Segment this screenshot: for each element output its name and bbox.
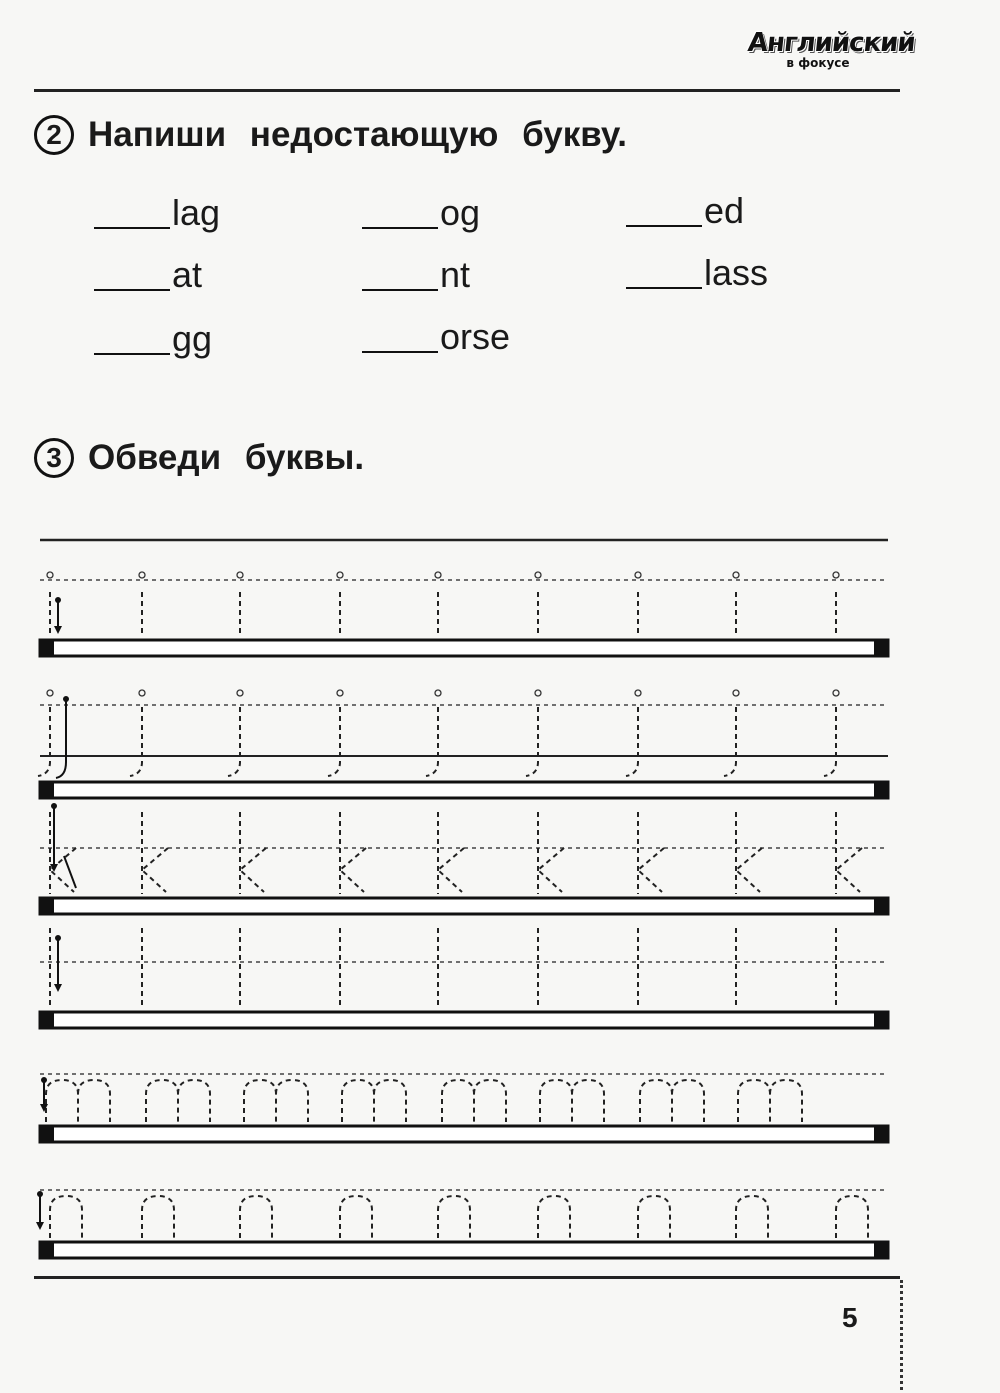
letter-k-arm	[240, 848, 266, 892]
letter-j-dot	[733, 690, 739, 696]
letter-n-stroke	[340, 1196, 372, 1238]
letter-k-arm	[340, 848, 366, 892]
letter-n-stroke	[142, 1196, 174, 1238]
letter-n-stroke	[836, 1196, 868, 1238]
letter-i-dot	[535, 572, 541, 578]
baseline-bar	[40, 898, 888, 914]
letter-m-stroke	[146, 1080, 210, 1122]
letter-k-arm	[638, 848, 664, 892]
letter-n-stroke	[736, 1196, 768, 1238]
letter-j-stroke	[426, 707, 438, 776]
baseline-end-square	[874, 1126, 888, 1142]
logo-subtitle: в фокусе	[786, 56, 850, 70]
letter-n-stroke	[438, 1196, 470, 1238]
letter-j-dot	[635, 690, 641, 696]
stroke-direction-arrow	[56, 699, 66, 778]
letter-j-stroke	[328, 707, 340, 776]
letter-i-dot	[47, 572, 53, 578]
letter-j-stroke	[724, 707, 736, 776]
letter-k-arm	[438, 848, 464, 892]
baseline-end-square	[874, 1242, 888, 1258]
stroke-direction-arrow-head	[36, 1222, 44, 1230]
stroke-direction-arrow-head	[54, 626, 62, 634]
word-suffix: nt	[440, 254, 471, 295]
letter-j-dot	[535, 690, 541, 696]
word-suffix: lass	[704, 252, 769, 293]
baseline-end-square	[874, 898, 888, 914]
letter-j-dot	[237, 690, 243, 696]
word-suffix: at	[172, 254, 203, 295]
exercise-3-number: 3	[34, 438, 74, 478]
letter-j-stroke	[824, 707, 836, 776]
letter-m-stroke	[738, 1080, 802, 1122]
word-suffix: gg	[172, 318, 213, 359]
stroke-direction-arrow-start-dot	[55, 935, 61, 941]
exercise-2-title: Напиши недостающую букву.	[88, 115, 628, 154]
letter-j-dot	[833, 690, 839, 696]
baseline-bar	[40, 1126, 888, 1142]
word-suffix: lag	[172, 192, 221, 233]
stroke-direction-arrow-head	[54, 984, 62, 992]
letter-i-dot	[833, 572, 839, 578]
letter-i-dot	[237, 572, 243, 578]
letter-i-dot	[635, 572, 641, 578]
baseline-start-square	[40, 898, 54, 914]
stroke-direction-arrow-start-dot	[51, 803, 57, 809]
baseline-start-square	[40, 1126, 54, 1142]
letter-j-stroke	[526, 707, 538, 776]
letter-j-dot	[337, 690, 343, 696]
bottom-rule	[34, 1276, 900, 1279]
letter-j-dot	[435, 690, 441, 696]
letter-j-stroke	[626, 707, 638, 776]
letter-m-stroke	[640, 1080, 704, 1122]
letter-j-stroke	[228, 707, 240, 776]
letter-j-stroke	[38, 707, 50, 776]
baseline-end-square	[874, 1012, 888, 1028]
letter-j-dot	[139, 690, 145, 696]
baseline-end-square	[874, 782, 888, 798]
word-suffix: og	[440, 192, 481, 233]
stroke-direction-arrow-start-dot	[41, 1077, 47, 1083]
letter-j-stroke	[130, 707, 142, 776]
baseline-end-square	[874, 640, 888, 656]
letter-i-dot	[435, 572, 441, 578]
letter-k-arm	[142, 848, 168, 892]
letter-m-stroke	[540, 1080, 604, 1122]
letter-k-arm	[836, 848, 862, 892]
letter-m-stroke	[46, 1080, 110, 1122]
letter-n-stroke	[638, 1196, 670, 1238]
exercise-3-title: Обведи буквы.	[88, 438, 365, 477]
baseline-bar	[40, 782, 888, 798]
baseline-start-square	[40, 1242, 54, 1258]
letter-n-stroke	[240, 1196, 272, 1238]
letter-i-dot	[733, 572, 739, 578]
letter-k-arm	[538, 848, 564, 892]
letter-m-stroke	[442, 1080, 506, 1122]
stroke-direction-arrow-start-dot	[37, 1191, 43, 1197]
baseline-start-square	[40, 1012, 54, 1028]
logo-title: Английский	[746, 28, 917, 58]
letter-k-arm	[736, 848, 762, 892]
baseline-start-square	[40, 640, 54, 656]
page-number: 5	[842, 1302, 858, 1333]
letter-i-dot	[337, 572, 343, 578]
letter-m-stroke	[244, 1080, 308, 1122]
exercise-2-number: 2	[34, 115, 74, 155]
letter-n-stroke	[50, 1196, 82, 1238]
cut-line	[900, 1280, 903, 1390]
baseline-bar	[40, 1242, 888, 1258]
letter-i-dot	[139, 572, 145, 578]
baseline-bar	[40, 1012, 888, 1028]
letter-m-stroke	[342, 1080, 406, 1122]
baseline-bar	[40, 640, 888, 656]
word-suffix: ed	[704, 190, 745, 231]
baseline-start-square	[40, 782, 54, 798]
word-suffix: orse	[440, 316, 511, 357]
letter-n-stroke	[538, 1196, 570, 1238]
stroke-direction-arrow-start-dot	[55, 597, 61, 603]
letter-j-dot	[47, 690, 53, 696]
